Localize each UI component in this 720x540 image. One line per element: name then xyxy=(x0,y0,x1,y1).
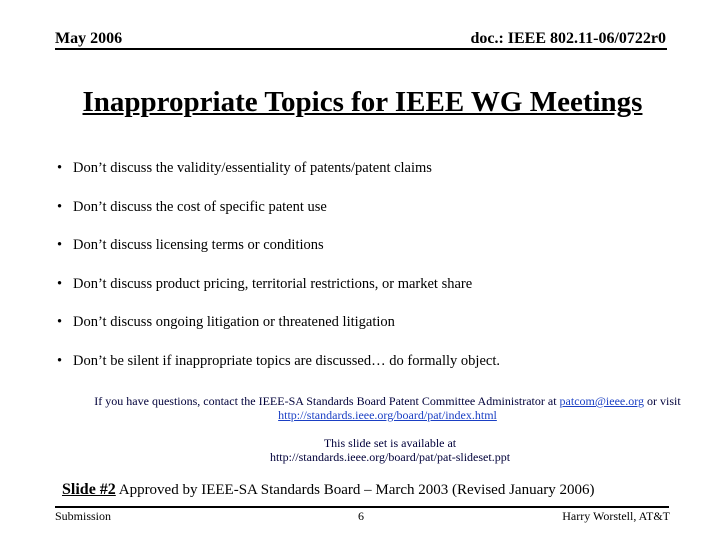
slide-number-label: Slide #2 xyxy=(62,481,116,498)
footer-divider xyxy=(55,506,669,508)
email-link[interactable]: patcom@ieee.org xyxy=(559,394,645,408)
list-item: • Don’t discuss the validity/essentiality of patents/patent claims xyxy=(57,160,432,176)
bullet-icon: • xyxy=(57,352,63,369)
patent-url-link[interactable]: http://standards.ieee.org/board/pat/index.html xyxy=(278,408,497,422)
header-divider xyxy=(55,48,667,50)
list-item: • Don’t be silent if inappropriate topics are discussed… do formally object. xyxy=(57,352,500,369)
bullet-icon: • xyxy=(57,160,63,176)
availability-note: This slide set is available at http://standards.ieee.org/board/pat/pat-slideset.ppt xyxy=(269,436,511,464)
questions-note: If you have questions, contact the IEEE-SA Standards Board Patent Committee Administrator at patcom@ieee.org or visit http://standards.ieee.org/board/pat/index.html xyxy=(94,394,681,422)
header-date: May 2006 xyxy=(55,30,123,47)
slide-approval-note: Slide #2 Approved by IEEE-SA Standards Board – March 2003 (Revised January 2006) xyxy=(62,481,595,498)
bullet-icon: • xyxy=(57,237,63,253)
list-item: • Don’t discuss licensing terms or conditions xyxy=(57,237,324,253)
slide-title: Inappropriate Topics for IEEE WG Meetings xyxy=(82,86,643,118)
bullet-icon: • xyxy=(57,275,63,292)
bullet-icon: • xyxy=(57,198,63,215)
list-item: • Don’t discuss ongoing litigation or threatened litigation xyxy=(57,314,395,330)
bullet-list xyxy=(55,160,500,370)
list-item: • Don’t discuss product pricing, territorial restrictions, or market share xyxy=(57,275,473,292)
bullet-icon: • xyxy=(57,314,63,330)
list-item: • Don’t discuss the cost of specific patent use xyxy=(57,198,327,215)
footer-author: Harry Worstell, AT&T xyxy=(562,509,670,523)
footer-page-number: 6 xyxy=(358,509,364,523)
header-doc-id: doc.: IEEE 802.11-06/0722r0 xyxy=(470,30,666,47)
footer-submission: Submission xyxy=(55,509,112,523)
